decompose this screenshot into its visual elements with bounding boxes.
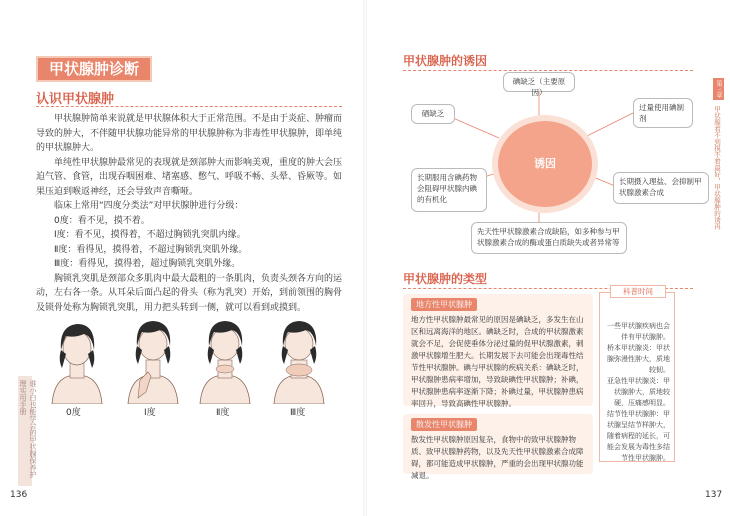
type-card <box>403 414 593 480</box>
center-label: 诱因 <box>534 157 556 170</box>
science-line: 亚急性甲状腺炎：甲状腺肿大，质地较硬，压痛感明显。 <box>607 377 670 407</box>
causes-title: 甲状腺肿的诱因 <box>403 54 488 68</box>
cause-bubble: 长期服用含碘药物会阻碍甲状腺内碘的有机化 <box>411 168 487 212</box>
paragraph: 临床上常用“四度分类法”对甲状腺肿进行分级： <box>54 201 244 211</box>
types-title: 甲状腺肿的类型 <box>403 272 488 286</box>
section-subtitle: 认识甲状腺肿 <box>36 92 115 107</box>
grade-line: Ⅱ度：看得见，摸得着，不超过胸锁乳突肌外缘。 <box>54 244 248 255</box>
grade-line: 0度：看不见，摸不着。 <box>54 215 150 226</box>
figure-label: Ⅰ度 <box>144 408 156 418</box>
chapter-side-tab <box>713 78 727 248</box>
figure-label: Ⅲ度 <box>290 408 306 418</box>
side-tab-text: 谁小白也能学会的甲状腺保养护理实用手册 <box>19 380 37 478</box>
page-number: 137 <box>705 490 723 500</box>
grade-line: Ⅲ度：看得见，摸得着，超过胸锁乳突肌外缘。 <box>54 259 241 269</box>
figure-grade-1 <box>118 314 188 412</box>
figure-label: Ⅱ度 <box>216 408 230 418</box>
figure-grade-2 <box>190 314 260 412</box>
grade-line: Ⅰ度：看不见，摸得着，不超过胸锁乳突肌内缘。 <box>54 230 246 240</box>
figure-grade-3 <box>264 314 334 412</box>
chapter-title-box <box>36 56 152 82</box>
right-page <box>365 0 730 516</box>
science-line: 结节性甲状腺肿：甲状腺呈结节样肿大，随着病程的延长，可能会发展为毒性多结节性甲状腺肿。 <box>607 410 670 462</box>
body-text <box>36 112 346 315</box>
paragraph: 胸锁乳突肌是颈部众多肌肉中最大最粗的一条肌肉，负责头颈各方向的运动，左右各一条。从耳朵后面凸起的骨头（称为乳突）开始，到前领围的胸骨及锁骨处称为胸锁乳突肌，用力把头转到一侧，就可以看到或摸到。 <box>36 273 343 313</box>
page-number: 136 <box>10 490 28 500</box>
chapter-side-caption: 第三章 <box>715 80 722 98</box>
figure-label: 0度 <box>66 408 81 418</box>
science-box-text <box>606 321 670 464</box>
cause-bubble: 硒缺乏 <box>411 104 455 124</box>
cause-bubble: 先天性甲状腺激素合成缺陷，如多种参与甲状腺激素合成的酶或蛋白质缺失或者异常等 <box>471 222 627 254</box>
type-tag: 散发性甲状腺肿 <box>411 418 477 431</box>
cause-bubble: 过量使用碘制剂 <box>633 98 693 128</box>
subtitle-divider <box>36 106 342 108</box>
chapter-title: 甲状腺肿诊断 <box>48 60 139 78</box>
science-box-title: 科普时间 <box>610 285 666 298</box>
type-text: 地方性甲状腺肿最常见的原因是碘缺乏，多发生在山区和远离海洋的地区。碘缺乏时，合成的甲状腺激素就会不足，会促使垂体分泌过量的促甲状腺激素，刺激甲状腺增生肥大。长期发展下去可能会出现毒性结节性甲状腺肿。碘与甲状腺的疾病关系：碘缺乏时，甲状腺肿患病率增加，导致缺碘性甲状腺肿；补碘，甲状腺肿患病率逐渐下降；补碘过量，甲状腺肿患病率回升，导致高碘性甲状腺肿。 <box>411 315 584 408</box>
cause-bubble: 长期摄入理盐、会抑制甲状腺激素合成 <box>613 172 709 204</box>
cause-bubble: 碘缺乏（主要原因） <box>503 72 575 92</box>
type-tag: 地方性甲状腺肿 <box>411 298 477 311</box>
causes-center-circle <box>492 115 598 213</box>
chapter-side-text: 甲状腺看不到摸不着最好，甲状腺肿的诱再 <box>713 106 721 230</box>
paragraph: 单纯性甲状腺肿最常见的表现就是颈部肿大而影响美观，重度的肿大会压迫气管、食管，出现吞咽困难、堵塞感、憋气、呼吸不畅、头晕、昏厥等。如果压迫到喉返神经，还会导致声音嘶哑。 <box>36 157 343 197</box>
paragraph: 甲状腺肿简单来说就是甲状腺体积大于正常范围。不是由于炎症、肿瘤而导致的肿大，不伴随甲状腺功能异常的甲状腺肿称为非毒性甲状腺肿，即单纯的甲状腺肿大。 <box>36 114 343 153</box>
science-line: 一些甲状腺疾病也会伴有甲状腺肿。 <box>607 322 670 341</box>
type-card <box>403 294 593 406</box>
type-text: 散发性甲状腺肿原因复杂，食物中的致甲状腺肿物质、致甲状腺肿药物，以及先天性甲状腺激素合成障碍，都可能造成甲状腺肿，严重的会出现甲状腺功能减退。 <box>411 435 584 480</box>
side-tab <box>18 376 37 486</box>
figure-grade-0 <box>42 314 112 412</box>
science-box <box>599 287 675 462</box>
science-line: 桥本甲状腺炎：甲状腺弥漫性肿大，质地较韧。 <box>607 344 670 374</box>
